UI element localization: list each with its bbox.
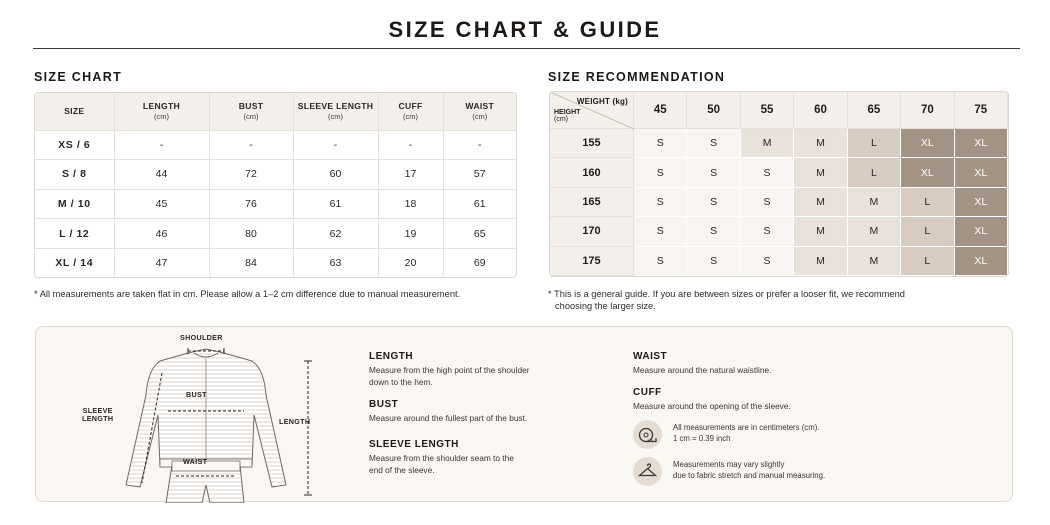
weight-header: 70 bbox=[901, 92, 954, 129]
size-recommendation-cell: XL bbox=[955, 158, 1008, 187]
size-recommendation-cell: L bbox=[848, 129, 901, 158]
tape-measure-icon bbox=[633, 420, 662, 449]
sleeve-cell: 61 bbox=[293, 189, 378, 219]
size-recommendation-cell: M bbox=[794, 247, 847, 276]
table-row bbox=[35, 130, 516, 160]
cuff-title: CUFF bbox=[633, 387, 662, 398]
size-recommendation-cell: M bbox=[794, 188, 847, 217]
weight-header: 55 bbox=[741, 92, 794, 129]
variance-info: Measurements may vary slightly due to fabric stretch and manual measuring. bbox=[673, 460, 826, 480]
size-cell: XS / 6 bbox=[35, 130, 114, 160]
size-cell: S / 8 bbox=[35, 160, 114, 190]
height-axis-label: HEIGHT (cm) bbox=[554, 108, 581, 124]
waist-cell: 61 bbox=[443, 189, 516, 219]
size-chart-heading: SIZE CHART bbox=[34, 70, 122, 84]
table-row bbox=[35, 219, 516, 249]
size-recommendation-cell: S bbox=[741, 188, 794, 217]
size-recommendation-cell: M bbox=[848, 217, 901, 246]
shoulder-label: SHOULDER bbox=[180, 333, 223, 342]
recommendation-note bbox=[548, 288, 905, 312]
waist-label: WAIST bbox=[183, 457, 208, 466]
col-header-sleeve-length: SLEEVE LENGTH (cm) bbox=[293, 93, 378, 130]
sleeve-length-title: SLEEVE LENGTH bbox=[369, 439, 459, 450]
size-recommendation-cell: S bbox=[741, 158, 794, 187]
size-recommendation-cell: M bbox=[794, 129, 847, 158]
weight-header: 50 bbox=[687, 92, 740, 129]
cuff-cell: 20 bbox=[378, 249, 443, 278]
bust-cell: 80 bbox=[209, 219, 293, 249]
size-recommendation-cell: XL bbox=[955, 217, 1008, 246]
bust-title: BUST bbox=[369, 399, 399, 410]
height-header: 165 bbox=[550, 188, 634, 217]
weight-header: 60 bbox=[794, 92, 847, 129]
bust-label: BUST bbox=[186, 390, 207, 399]
bust-cell: 72 bbox=[209, 160, 293, 190]
size-recommendation-cell: M bbox=[848, 247, 901, 276]
sleeve-length-label: SLEEVE LENGTH bbox=[82, 406, 114, 424]
weight-axis-label: WEIGHT (kg) bbox=[576, 97, 628, 106]
table-row bbox=[35, 160, 516, 190]
cuff-description: Measure around the opening of the sleeve. bbox=[633, 401, 791, 411]
weight-header: 45 bbox=[634, 92, 687, 129]
height-header: 175 bbox=[550, 247, 634, 276]
weight-header: 75 bbox=[955, 92, 1008, 129]
size-recommendation-cell: S bbox=[687, 188, 740, 217]
size-recommendation-cell: S bbox=[741, 217, 794, 246]
size-recommendation-cell: XL bbox=[955, 188, 1008, 217]
size-cell: M / 10 bbox=[35, 189, 114, 219]
col-header-size: SIZE bbox=[35, 93, 114, 130]
length-cell: 45 bbox=[114, 189, 209, 219]
sleeve-cell: 60 bbox=[293, 160, 378, 190]
size-recommendation-cell: S bbox=[687, 217, 740, 246]
waist-cell: 57 bbox=[443, 160, 516, 190]
units-info: All measurements are in centimeters (cm). 1 cm = 0.39 inch bbox=[673, 423, 820, 443]
waist-cell: 69 bbox=[473, 257, 486, 269]
height-header: 155 bbox=[550, 129, 634, 158]
length-label: LENGTH bbox=[279, 417, 311, 426]
cuff-cell: 18 bbox=[378, 189, 443, 219]
bust-cell: 76 bbox=[209, 189, 293, 219]
size-recommendation-cell: S bbox=[687, 158, 740, 187]
recommendation-note-line2: choosing the larger size. bbox=[555, 301, 656, 312]
length-cell: - bbox=[114, 130, 209, 160]
size-recommendation-cell: M bbox=[848, 188, 901, 217]
size-recommendation-cell: S bbox=[741, 247, 794, 276]
title-divider bbox=[33, 48, 1020, 49]
cuff-cell: 17 bbox=[378, 160, 443, 190]
size-recommendation-cell: S bbox=[687, 129, 740, 158]
bust-description: Measure around the fullest part of the bust. bbox=[369, 413, 528, 423]
size-cell: L / 12 bbox=[35, 219, 114, 249]
size-recommendation-cell: L bbox=[901, 247, 954, 276]
waist-cell: 65 bbox=[443, 219, 516, 249]
waist-cell: - bbox=[443, 130, 516, 160]
sleeve-cell: 63 bbox=[293, 249, 378, 278]
size-recommendation-cell: L bbox=[901, 217, 954, 246]
length-cell: 46 bbox=[114, 219, 209, 249]
length-title: LENGTH bbox=[369, 351, 414, 362]
size-recommendation-cell: XL bbox=[901, 129, 954, 158]
waist-description: Measure around the natural waistline. bbox=[633, 365, 772, 375]
bust-cell: - bbox=[209, 130, 293, 160]
hanger-icon bbox=[633, 457, 662, 486]
size-recommendation-cell: S bbox=[634, 247, 687, 276]
bust-cell: 84 bbox=[209, 249, 293, 278]
measurement-guide-panel bbox=[35, 326, 1013, 502]
sleeve-cell: - bbox=[293, 130, 378, 160]
col-header-bust: BUST (cm) bbox=[209, 93, 293, 130]
recommendation-note-line1: * This is a general guide. If you are between sizes or prefer a looser fit, we recommend bbox=[548, 289, 905, 299]
size-recommendation-cell: M bbox=[741, 129, 794, 158]
waist-title: WAIST bbox=[633, 351, 668, 362]
size-chart-table bbox=[34, 92, 517, 278]
height-header: 160 bbox=[550, 158, 634, 187]
length-cell: 44 bbox=[114, 160, 209, 190]
length-description: Measure from the high point of the shoulder down to the hem. bbox=[369, 365, 530, 387]
size-recommendation-cell: M bbox=[794, 217, 847, 246]
size-recommendation-heading: SIZE RECOMMENDATION bbox=[548, 70, 726, 84]
height-header: 170 bbox=[550, 217, 634, 246]
size-recommendation-cell: XL bbox=[901, 158, 954, 187]
sleeve-cell: 62 bbox=[293, 219, 378, 249]
size-recommendation-cell: S bbox=[634, 158, 687, 187]
size-recommendation-cell: XL bbox=[955, 247, 1008, 276]
size-recommendation-cell: M bbox=[794, 158, 847, 187]
table-row bbox=[35, 249, 516, 278]
page-title: SIZE CHART & GUIDE bbox=[388, 17, 662, 42]
size-chart-note: * All measurements are taken flat in cm. Please allow a 1–2 cm difference due to manual measurement. bbox=[34, 289, 461, 299]
col-header-waist: WAIST (cm) bbox=[443, 93, 516, 130]
size-recommendation-grid bbox=[549, 91, 1009, 277]
size-recommendation-cell: S bbox=[687, 247, 740, 276]
size-recommendation-cell: L bbox=[901, 188, 954, 217]
size-recommendation-cell: S bbox=[634, 129, 687, 158]
cuff-cell: - bbox=[378, 130, 443, 160]
size-recommendation-cell: S bbox=[634, 188, 687, 217]
sleeve-length-description: Measure from the shoulder seam to the end of the sleeve. bbox=[369, 453, 514, 475]
cuff-cell: 19 bbox=[378, 219, 443, 249]
length-cell: 47 bbox=[114, 249, 209, 278]
grid-corner-header bbox=[550, 92, 634, 129]
size-recommendation-cell: S bbox=[634, 217, 687, 246]
col-header-length: LENGTH (cm) bbox=[114, 93, 209, 130]
weight-header: 65 bbox=[848, 92, 901, 129]
size-recommendation-cell: XL bbox=[955, 129, 1008, 158]
size-recommendation-cell: L bbox=[848, 158, 901, 187]
table-row bbox=[35, 189, 516, 219]
size-cell: XL / 14 bbox=[35, 249, 114, 278]
col-header-cuff: CUFF (cm) bbox=[378, 93, 443, 130]
